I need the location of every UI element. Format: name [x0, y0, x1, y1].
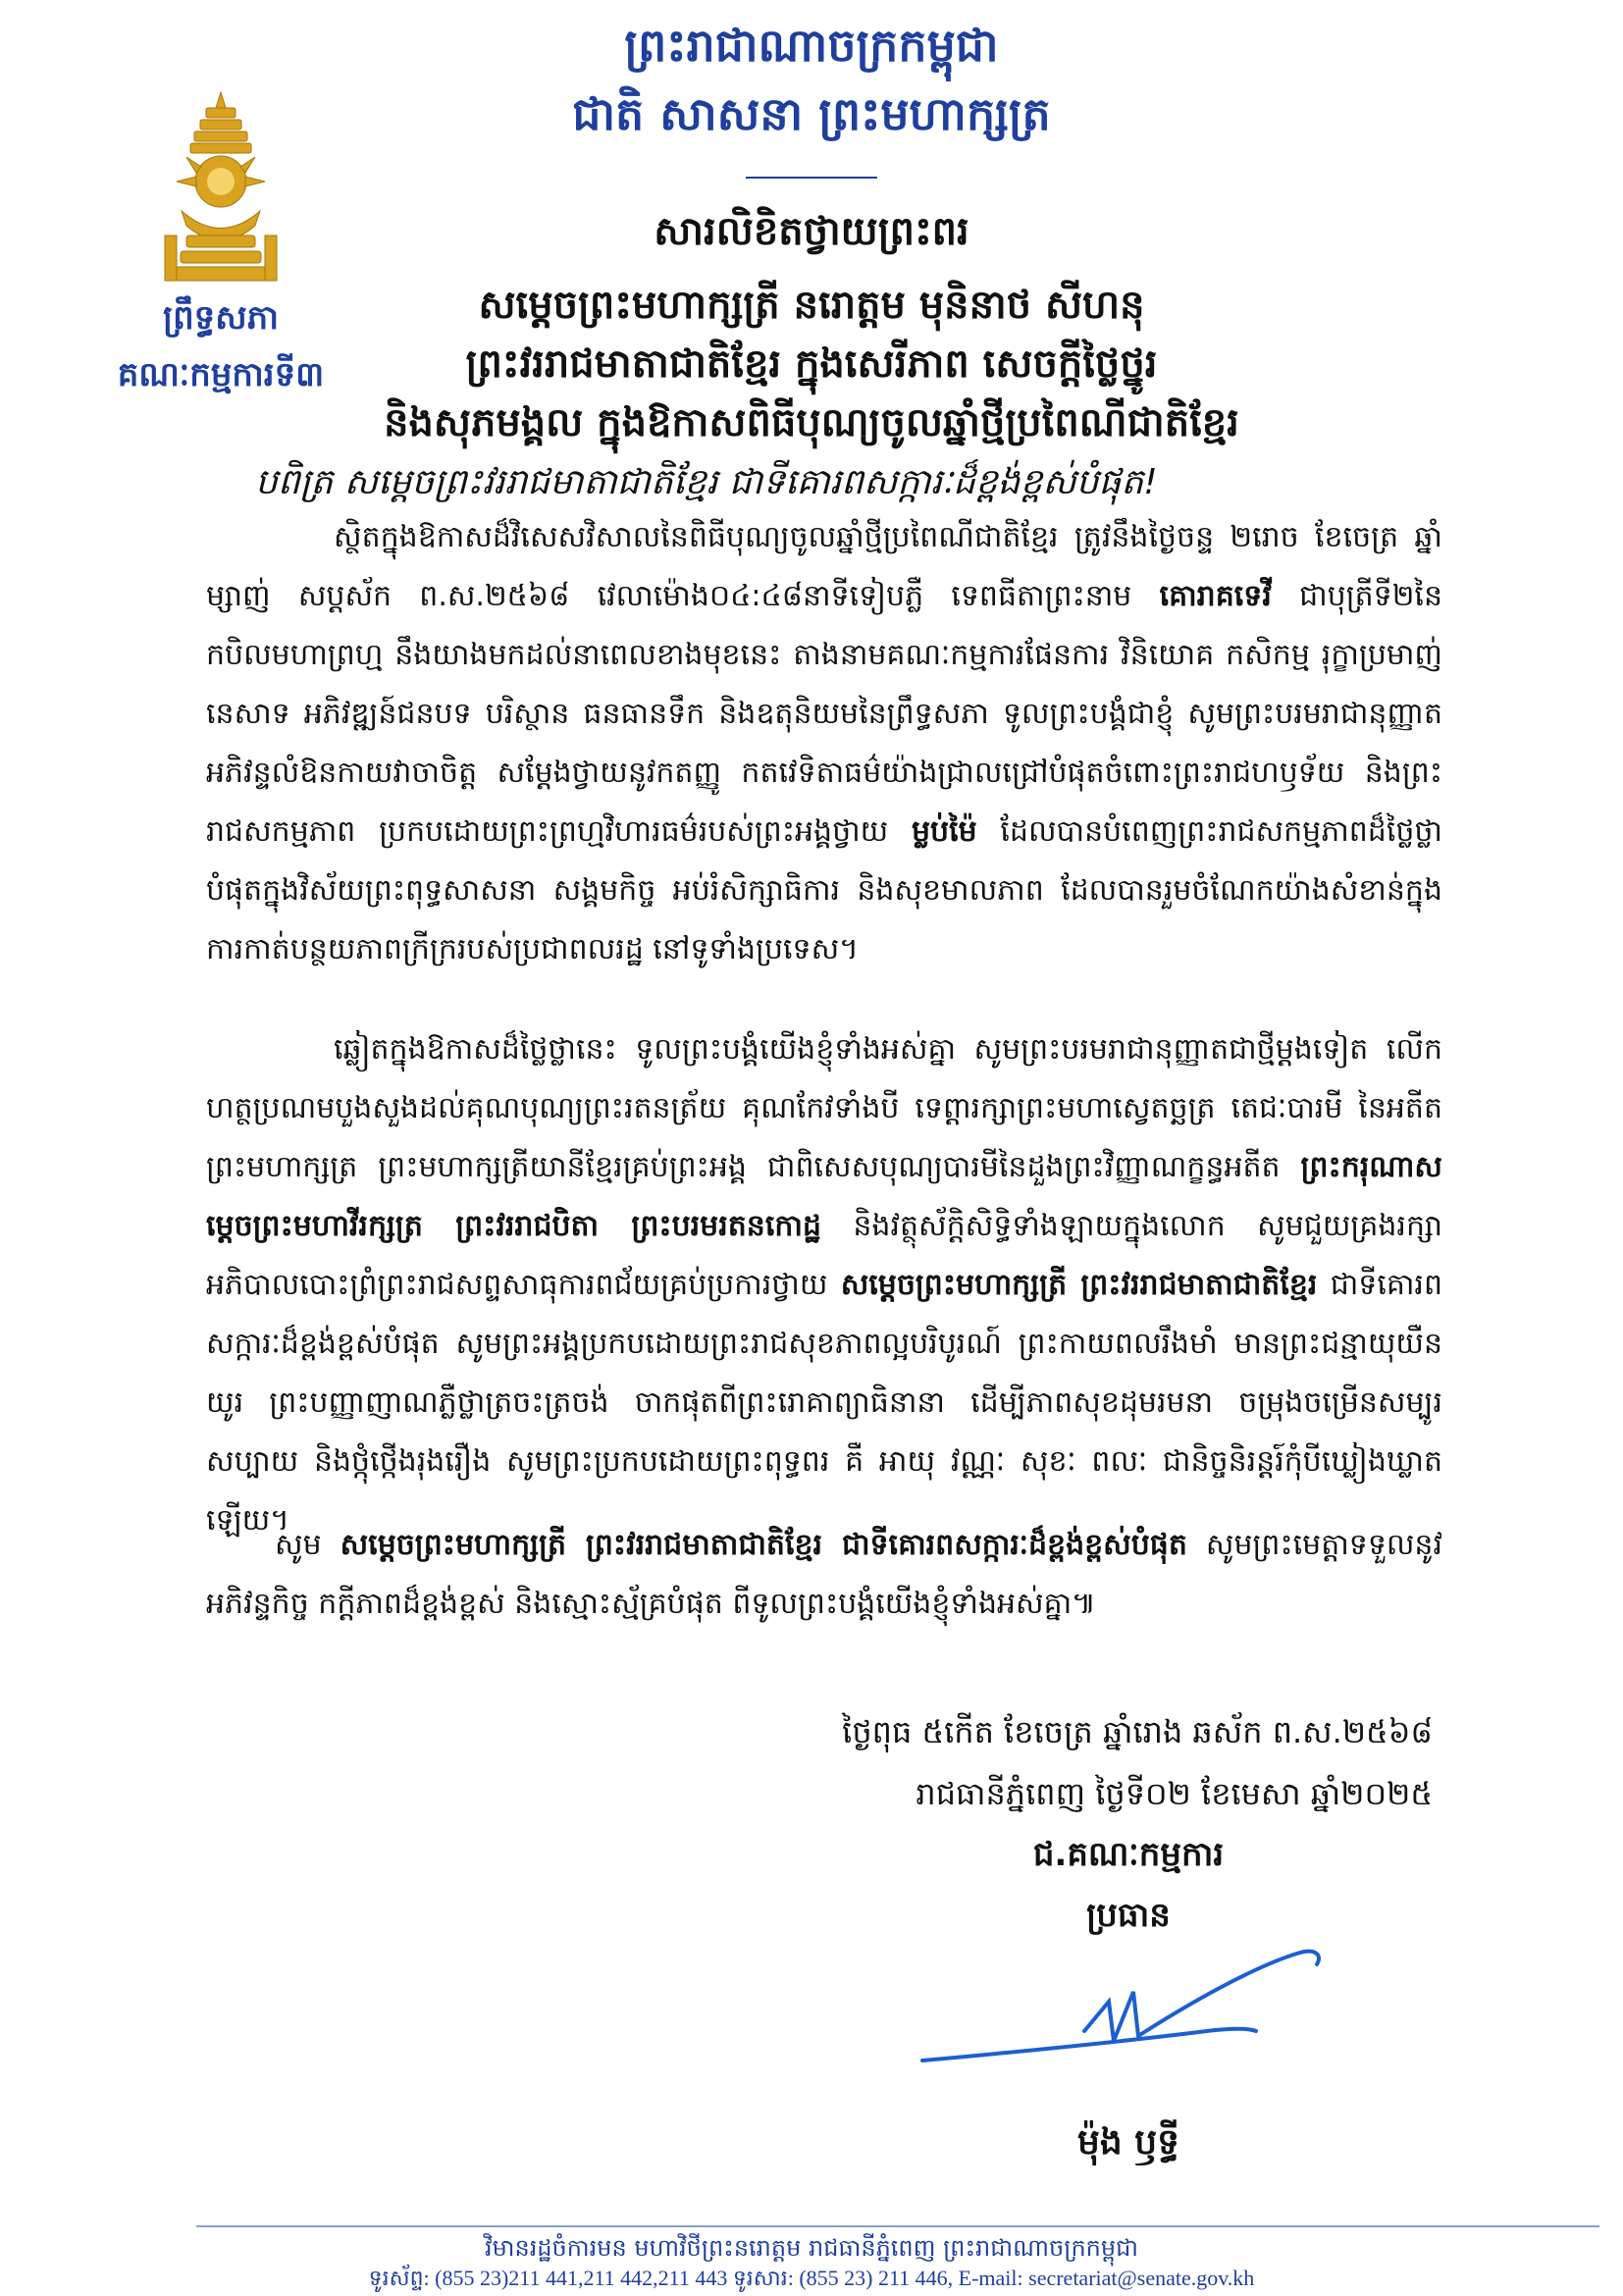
body-paragraph-2: [206, 1020, 1442, 1550]
org-name: ព្រឹទ្ធសភា: [162, 298, 280, 338]
p3-queen-mother-title: សម្តេចព្រះមហាក្សត្រី ព្រះវររាជមាតាជាតិខ្មែរ ជាទីគោរពសក្ការៈដ៏ខ្ពង់ខ្ពស់បំផុត: [340, 1528, 1187, 1562]
lunar-date: ថ្ងៃពុធ ៥កើត ខែចេត្រ ឆ្នាំរោង ឆស័ក ព.ស.២៥៦៨: [842, 1713, 1433, 1750]
footer-divider: [196, 2225, 1599, 2227]
kingdom-heading: ព្រះរាជាណាចក្រកម្ពុជា: [624, 19, 999, 72]
signer-name: ម៉ុង ឫទ្ធី: [1077, 2122, 1179, 2163]
national-motto: ជាតិ សាសនា ព្រះមហាក្សត្រ: [572, 87, 1051, 140]
header-divider: [746, 177, 877, 179]
p2-text-c: និងវត្ថុស័ក្តិសិទ្ធិទាំងឡាយក្នុងលោក សូមជួយគ្រងរក្សាអភិបាលបោះព្រំព្រះរាជសព្ទសាធុការពជ័យគ្រប់ប្រការថ្វាយ: [206, 1209, 1442, 1302]
body-paragraph-1: [206, 508, 1442, 979]
p3-text-c: សូមព្រះមេត្តាទទួលនូវអភិវន្ទកិច្ច កក្តីភាពដ៏ខ្ពង់ខ្ពស់ និងស្មោះស្ម័គ្របំផុត ពីទូលព្រះបង្គំយើងខ្ញុំទាំងអស់គ្នា៕: [206, 1528, 1442, 1621]
body-paragraph-3: [206, 1516, 1442, 1634]
p1-text-a: ស្ថិតក្នុងឱកាសដ៏វិសេសវិសាលនៃពិធីបុណ្យចូលឆ្នាំថ្មីប្រពៃណីជាតិខ្មែរ ត្រូវនឹងថ្ងៃចន្ទ ២រោច ខែចេត្រ ឆ្នាំម្សាញ់ សប្តស័ក ព.ស.២៥៦៨ វេលាម៉ោង០៤:៤៨នាទីទៀបភ្លឺ ទេពធីតាព្រះនាម: [206, 520, 1442, 613]
solar-date: រាជធានីភ្នំពេញ ថ្ងៃទី០២ ខែមេសា ឆ្នាំ២០២៥: [916, 1775, 1433, 1812]
p2-queen-mother-name: សម្តេចព្រះមហាក្សត្រី ព្រះវររាជមាតាជាតិខ្មែរ: [840, 1268, 1318, 1302]
footer-address: វិមានរដ្ឋចំការមន មហាវិថីព្រះនរោត្តម រាជធានីភ្នំពេញ ព្រះរាជាណាចក្រកម្ពុជា: [484, 2234, 1138, 2262]
footer-contact: ទូរស័ព្ទ: (855 23)211 441,211 442,211 443 ទូរសារ: (855 23) 211 446, E-mail: secretariat@senate.gov.kh: [368, 2266, 1255, 2290]
p2-text-e: ជាទីគោរពសក្ការៈដ៏ខ្ពង់ខ្ពស់បំផុត សូមព្រះអង្គប្រកបដោយព្រះរាជសុខភាពល្អបរិបូរណ៍ ព្រះកាយពលរឹងមាំ មានព្រះជន្មាយុយឺនយូរ ព្រះបញ្ញាញាណភ្លឺថ្លាត្រចះត្រចង់ ចាកផុតពីព្រះរោគាព្យាធិនានា ដើម្បីភាពសុខដុមរមនា ចម្រុងចម្រើនសម្បូរសប្បាយ និងថ្កុំថ្កើងរុងរឿង សូមព្រះប្រកបដោយព្រះពុទ្ធពរ គឺ អាយុ វណ្ណៈ សុខៈ ពលៈ ជានិច្ចនិរន្តរ៍កុំបីឃ្លៀងឃ្លាតឡើយ។: [206, 1268, 1442, 1538]
p1-emphasis: ម្លប់ម៉ៃ: [911, 814, 977, 849]
committee-name: គណៈកម្មការទី៣: [117, 355, 325, 394]
p1-text-c: ជាបុត្រីទី២នៃកបិលមហាព្រហ្ម នឹងយាងមកដល់នាពេលខាងមុខនេះ តាងនាមគណៈកម្មការផែនការ វិនិយោគ កសិកម្ម រុក្ខាប្រមាញ់នេសាទ អភិវឌ្ឍន៍ជនបទ បរិស្ថាន ធនធានទឹក និងឧតុនិយមនៃព្រឹទ្ធសភា ទូលព្រះបង្គំជាខ្ញុំ សូមព្រះបរមរាជានុញ្ញាត អភិវន្ទលំឱនកាយវាចាចិត្ត សម្តែងថ្វាយនូវកតញ្ញូ កតវេទិតាធម៌យ៉ាងជ្រាលជ្រៅបំផុតចំពោះព្រះរាជហឫទ័យ និងព្រះរាជសកម្មភាព ប្រកបដោយព្រះព្រហ្មវិហារធម៌របស់ព្រះអង្គថ្វាយ: [206, 579, 1442, 849]
p3-text-a: សូម: [275, 1528, 322, 1562]
title-line-1: សម្តេចព្រះមហាក្សត្រី នរោត្តម មុនិនាថ សីហនុ: [478, 283, 1145, 328]
title-line-2: ព្រះវររាជមាតាជាតិខ្មែរ ក្នុងសេរីភាព សេចក្តីថ្លៃថ្នូរ: [465, 341, 1158, 387]
signer-position: ប្រធាន: [1086, 1896, 1171, 1935]
document-title: សារលិខិតថ្វាយព្រះពរ: [654, 209, 969, 254]
on-behalf-of-committee: ជ.គណៈកម្មការ: [1032, 1835, 1225, 1874]
p2-text-a: ឆ្លៀតក្នុងឱកាសដ៏ថ្លៃថ្លានេះ ទូលព្រះបង្គំយើងខ្ញុំទាំងអស់គ្នា សូមព្រះបរមរាជានុញ្ញាតជាថ្មីម្តងទៀត លើកហត្ថប្រណមបួងសួងដល់គុណបុណ្យព្រះរតនត្រ័យ គុណកែវទាំងបី ទេព្តារក្សាព្រះមហាស្វេតច្ឆត្រ តេជៈបារមី នៃអតីតព្រះមហាក្សត្រ ព្រះមហាក្សត្រីយានីខ្មែរគ្រប់ព្រះអង្គ ជាពិសេសបុណ្យបារមីនៃដួងព្រះវិញ្ញាណក្ខន្ធអតីត: [206, 1032, 1442, 1184]
p1-text-e: ដែលបានបំពេញព្រះរាជសកម្មភាពដ៏ថ្លៃថ្លាបំផុតក្នុងវិស័យព្រះពុទ្ធសាសនា សង្គមកិច្ច អប់រំសិក្សាធិការ និងសុខមាលភាព ដែលបានរួមចំណែកយ៉ាងសំខាន់ក្នុងការកាត់បន្ថយភាពក្រីក្ររបស់ប្រជាពលរដ្ឋ នៅទូទាំងប្រទេស។: [206, 814, 1442, 966]
handwritten-signature: [913, 1933, 1344, 2100]
p1-deity-name: គោរាគទេវី: [1159, 579, 1272, 613]
title-line-3: និងសុភមង្គល ក្នុងឱកាសពិធីបុណ្យចូលឆ្នាំថ្មីប្រពៃណីជាតិខ្មែរ: [384, 400, 1239, 445]
p2-king-father-name: ព្រះករុណាសម្តេចព្រះមហាវីរក្សត្រ ព្រះវររាជបិតា ព្រះបរមរតនកោដ្ឋ: [206, 1150, 1442, 1243]
salutation: បពិត្រ សម្តេចព្រះវររាជមាតាជាតិខ្មែរ ជាទីគោរពសក្ការៈដ៏ខ្ពង់ខ្ពស់បំផុត!: [255, 462, 1158, 502]
